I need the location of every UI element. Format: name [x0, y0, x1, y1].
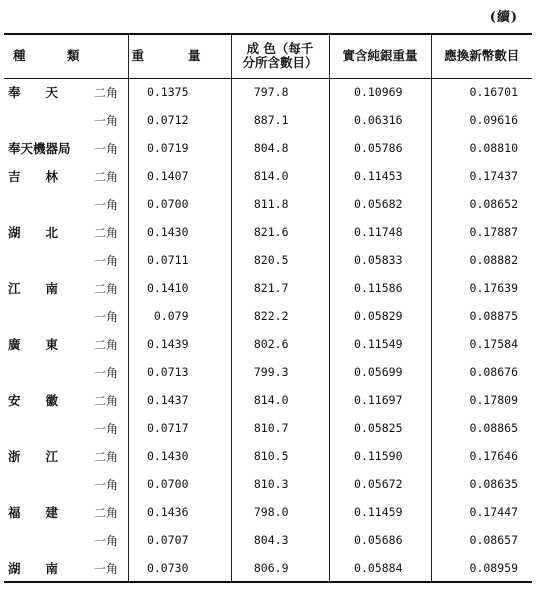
table-row: [4, 246, 532, 274]
cell-fineness: 806.9: [231, 554, 329, 582]
cell-weight: 0.1436: [128, 498, 231, 526]
cell-weight: 0.1437: [128, 386, 231, 414]
coin-conversion-table: [4, 33, 532, 583]
header-weight: [128, 34, 231, 78]
cell-exchange: 0.08810: [469, 141, 518, 155]
cell-type: [4, 386, 128, 414]
cell-weight: 0.0712: [128, 106, 231, 134]
cell-pure-silver: 0.11453: [329, 162, 431, 190]
mint-place: 湖 南: [8, 560, 59, 576]
header-kind: [4, 34, 128, 78]
coin-denomination: 一角: [94, 197, 119, 212]
cell-type: [4, 78, 128, 106]
coin-denomination: 二角: [94, 226, 119, 240]
cell-fineness: 799.3: [231, 358, 329, 386]
table-row: [4, 526, 532, 554]
coin-denomination: 一角: [94, 253, 119, 268]
cell-fineness: 804.8: [231, 134, 329, 162]
cell-exchange: 0.08875: [469, 309, 518, 323]
header-weight-char-2: 量: [188, 48, 201, 64]
cell-pure-silver: 0.11697: [329, 386, 431, 414]
coin-denomination: 二角: [94, 170, 119, 184]
mint-place: 湖 北: [8, 225, 59, 240]
coin-denomination: 一角: [94, 477, 119, 492]
table-row: [4, 218, 532, 246]
cell-pure-silver: 0.05884: [329, 554, 431, 582]
header-weight-char-1: 重: [131, 48, 145, 64]
table-row: [4, 106, 532, 134]
cell-exchange: 0.17809: [469, 393, 518, 407]
cell-pure-silver: 0.05825: [329, 414, 431, 442]
cell-weight: 0.079: [128, 302, 231, 330]
table-row: [4, 330, 532, 358]
cell-fineness: 811.8: [231, 190, 329, 218]
table-row: [4, 190, 532, 218]
coin-denomination: 二角: [94, 506, 119, 520]
cell-exchange: 0.17437: [469, 169, 518, 183]
cell-type: [4, 414, 128, 442]
cell-weight: 0.0719: [128, 134, 231, 162]
cell-fineness: 887.1: [231, 106, 329, 134]
coin-denomination: 一角: [94, 142, 119, 156]
cell-exchange: 0.17639: [469, 281, 518, 295]
table-row: [4, 274, 532, 302]
coin-denomination: 一角: [94, 365, 119, 380]
cell-weight: 0.0730: [128, 554, 231, 582]
header-exchange-amount: 應換新幣數目: [431, 34, 532, 78]
cell-fineness: 798.0: [231, 498, 329, 526]
header-fineness-line-2: 分所含數目）: [242, 55, 318, 71]
mint-place: 廣 東: [8, 337, 59, 352]
cell-pure-silver: 0.05682: [329, 190, 431, 218]
table-row: [4, 414, 532, 442]
header-fineness-line-1: 成 色（每千: [246, 41, 314, 57]
table-row: [4, 162, 532, 190]
cell-type: [4, 442, 128, 470]
mint-place: 浙 江: [8, 449, 59, 464]
mint-place: 江 南: [8, 281, 59, 296]
cell-type: [4, 358, 128, 386]
cell-fineness: 820.5: [231, 246, 329, 274]
cell-type: [4, 526, 128, 554]
cell-type: [4, 274, 128, 302]
cell-fineness: 822.2: [231, 302, 329, 330]
cell-exchange: 0.17584: [469, 337, 518, 351]
coin-denomination: 一角: [94, 421, 119, 436]
cell-exchange: 0.09616: [469, 113, 518, 127]
table-row: [4, 470, 532, 498]
coin-denomination: 一角: [94, 113, 119, 128]
table-row: [4, 442, 532, 470]
header-kind-char-1: 種: [13, 48, 26, 64]
cell-type: [4, 498, 128, 526]
cell-pure-silver: 0.05829: [329, 302, 431, 330]
cell-fineness: 804.3: [231, 526, 329, 554]
coin-denomination: 二角: [94, 86, 119, 101]
continued-note: (續): [489, 10, 518, 25]
cell-pure-silver: 0.06316: [329, 106, 431, 134]
table-row: [4, 358, 532, 386]
cell-type: [4, 246, 128, 274]
cell-type: [4, 470, 128, 498]
cell-weight: 0.0713: [128, 358, 231, 386]
cell-weight: 0.1410: [128, 274, 231, 302]
cell-exchange: 0.08676: [469, 365, 518, 379]
cell-weight: 0.0700: [128, 470, 231, 498]
table-row: [4, 302, 532, 330]
cell-exchange: 0.17887: [469, 225, 518, 239]
cell-fineness: 821.6: [231, 218, 329, 246]
table-row: [4, 78, 532, 106]
cell-weight: 0.0711: [128, 246, 231, 274]
cell-type: [4, 302, 128, 330]
mint-place: 福 建: [8, 505, 59, 520]
cell-pure-silver: 0.11748: [329, 218, 431, 246]
coin-denomination: 二角: [94, 450, 119, 464]
coin-denomination: 一角: [94, 533, 119, 548]
coin-denomination: 一角: [94, 309, 119, 324]
cell-pure-silver: 0.10969: [329, 78, 431, 106]
cell-weight: 0.1375: [128, 78, 231, 106]
cell-pure-silver: 0.11590: [329, 442, 431, 470]
cell-pure-silver: 0.11459: [329, 498, 431, 526]
cell-pure-silver: 0.05833: [329, 246, 431, 274]
cell-fineness: 810.5: [231, 442, 329, 470]
cell-exchange: 0.08882: [469, 253, 518, 267]
cell-fineness: 821.7: [231, 274, 329, 302]
table-header-row: [4, 34, 532, 78]
cell-type: [4, 134, 128, 162]
cell-type: [4, 218, 128, 246]
cell-exchange: 0.16701: [469, 85, 518, 100]
cell-fineness: 810.3: [231, 470, 329, 498]
header-pure-silver-weight: 實含純銀重量: [329, 34, 431, 78]
cell-pure-silver: 0.05686: [329, 526, 431, 554]
mint-place: 奉 天: [8, 85, 59, 101]
cell-weight: 0.1407: [128, 162, 231, 190]
table-body: [4, 78, 532, 582]
cell-pure-silver: 0.05672: [329, 470, 431, 498]
cell-exchange: 0.08865: [469, 421, 518, 435]
cell-fineness: 810.7: [231, 414, 329, 442]
coin-denomination: 二角: [94, 282, 119, 296]
cell-weight: 0.0700: [128, 190, 231, 218]
header-kind-char-2: 類: [67, 48, 80, 64]
cell-fineness: 802.6: [231, 330, 329, 358]
cell-exchange: 0.08652: [469, 197, 518, 211]
cell-fineness: 814.0: [231, 386, 329, 414]
mint-place: 安 徽: [8, 393, 59, 408]
cell-type: [4, 190, 128, 218]
cell-pure-silver: 0.11586: [329, 274, 431, 302]
cell-exchange: 0.08657: [469, 533, 518, 547]
cell-weight: 0.0717: [128, 414, 231, 442]
cell-pure-silver: 0.05786: [329, 134, 431, 162]
cell-exchange: 0.17646: [469, 449, 518, 463]
header-fineness: [231, 34, 329, 78]
cell-weight: 0.1430: [128, 442, 231, 470]
coin-denomination: 一角: [94, 561, 119, 576]
table-row: [4, 386, 532, 414]
cell-fineness: 814.0: [231, 162, 329, 190]
cell-pure-silver: 0.05699: [329, 358, 431, 386]
cell-fineness: 797.8: [231, 78, 329, 106]
cell-type: [4, 554, 128, 582]
cell-exchange: 0.08959: [431, 554, 532, 582]
cell-exchange: 0.08635: [469, 477, 518, 491]
table-row: [4, 498, 532, 526]
cell-exchange: 0.17447: [469, 505, 518, 519]
cell-weight: 0.1430: [128, 218, 231, 246]
cell-type: [4, 106, 128, 134]
coin-denomination: 二角: [94, 394, 119, 408]
cell-weight: 0.0707: [128, 526, 231, 554]
coin-denomination: 二角: [94, 338, 119, 352]
cell-pure-silver: 0.11549: [329, 330, 431, 358]
mint-place: 吉 林: [8, 169, 59, 184]
cell-weight: 0.1439: [128, 330, 231, 358]
table-row: [4, 554, 532, 582]
table-row: [4, 134, 532, 162]
cell-type: [4, 162, 128, 190]
mint-place: 奉天機器局: [8, 141, 71, 156]
cell-type: [4, 330, 128, 358]
